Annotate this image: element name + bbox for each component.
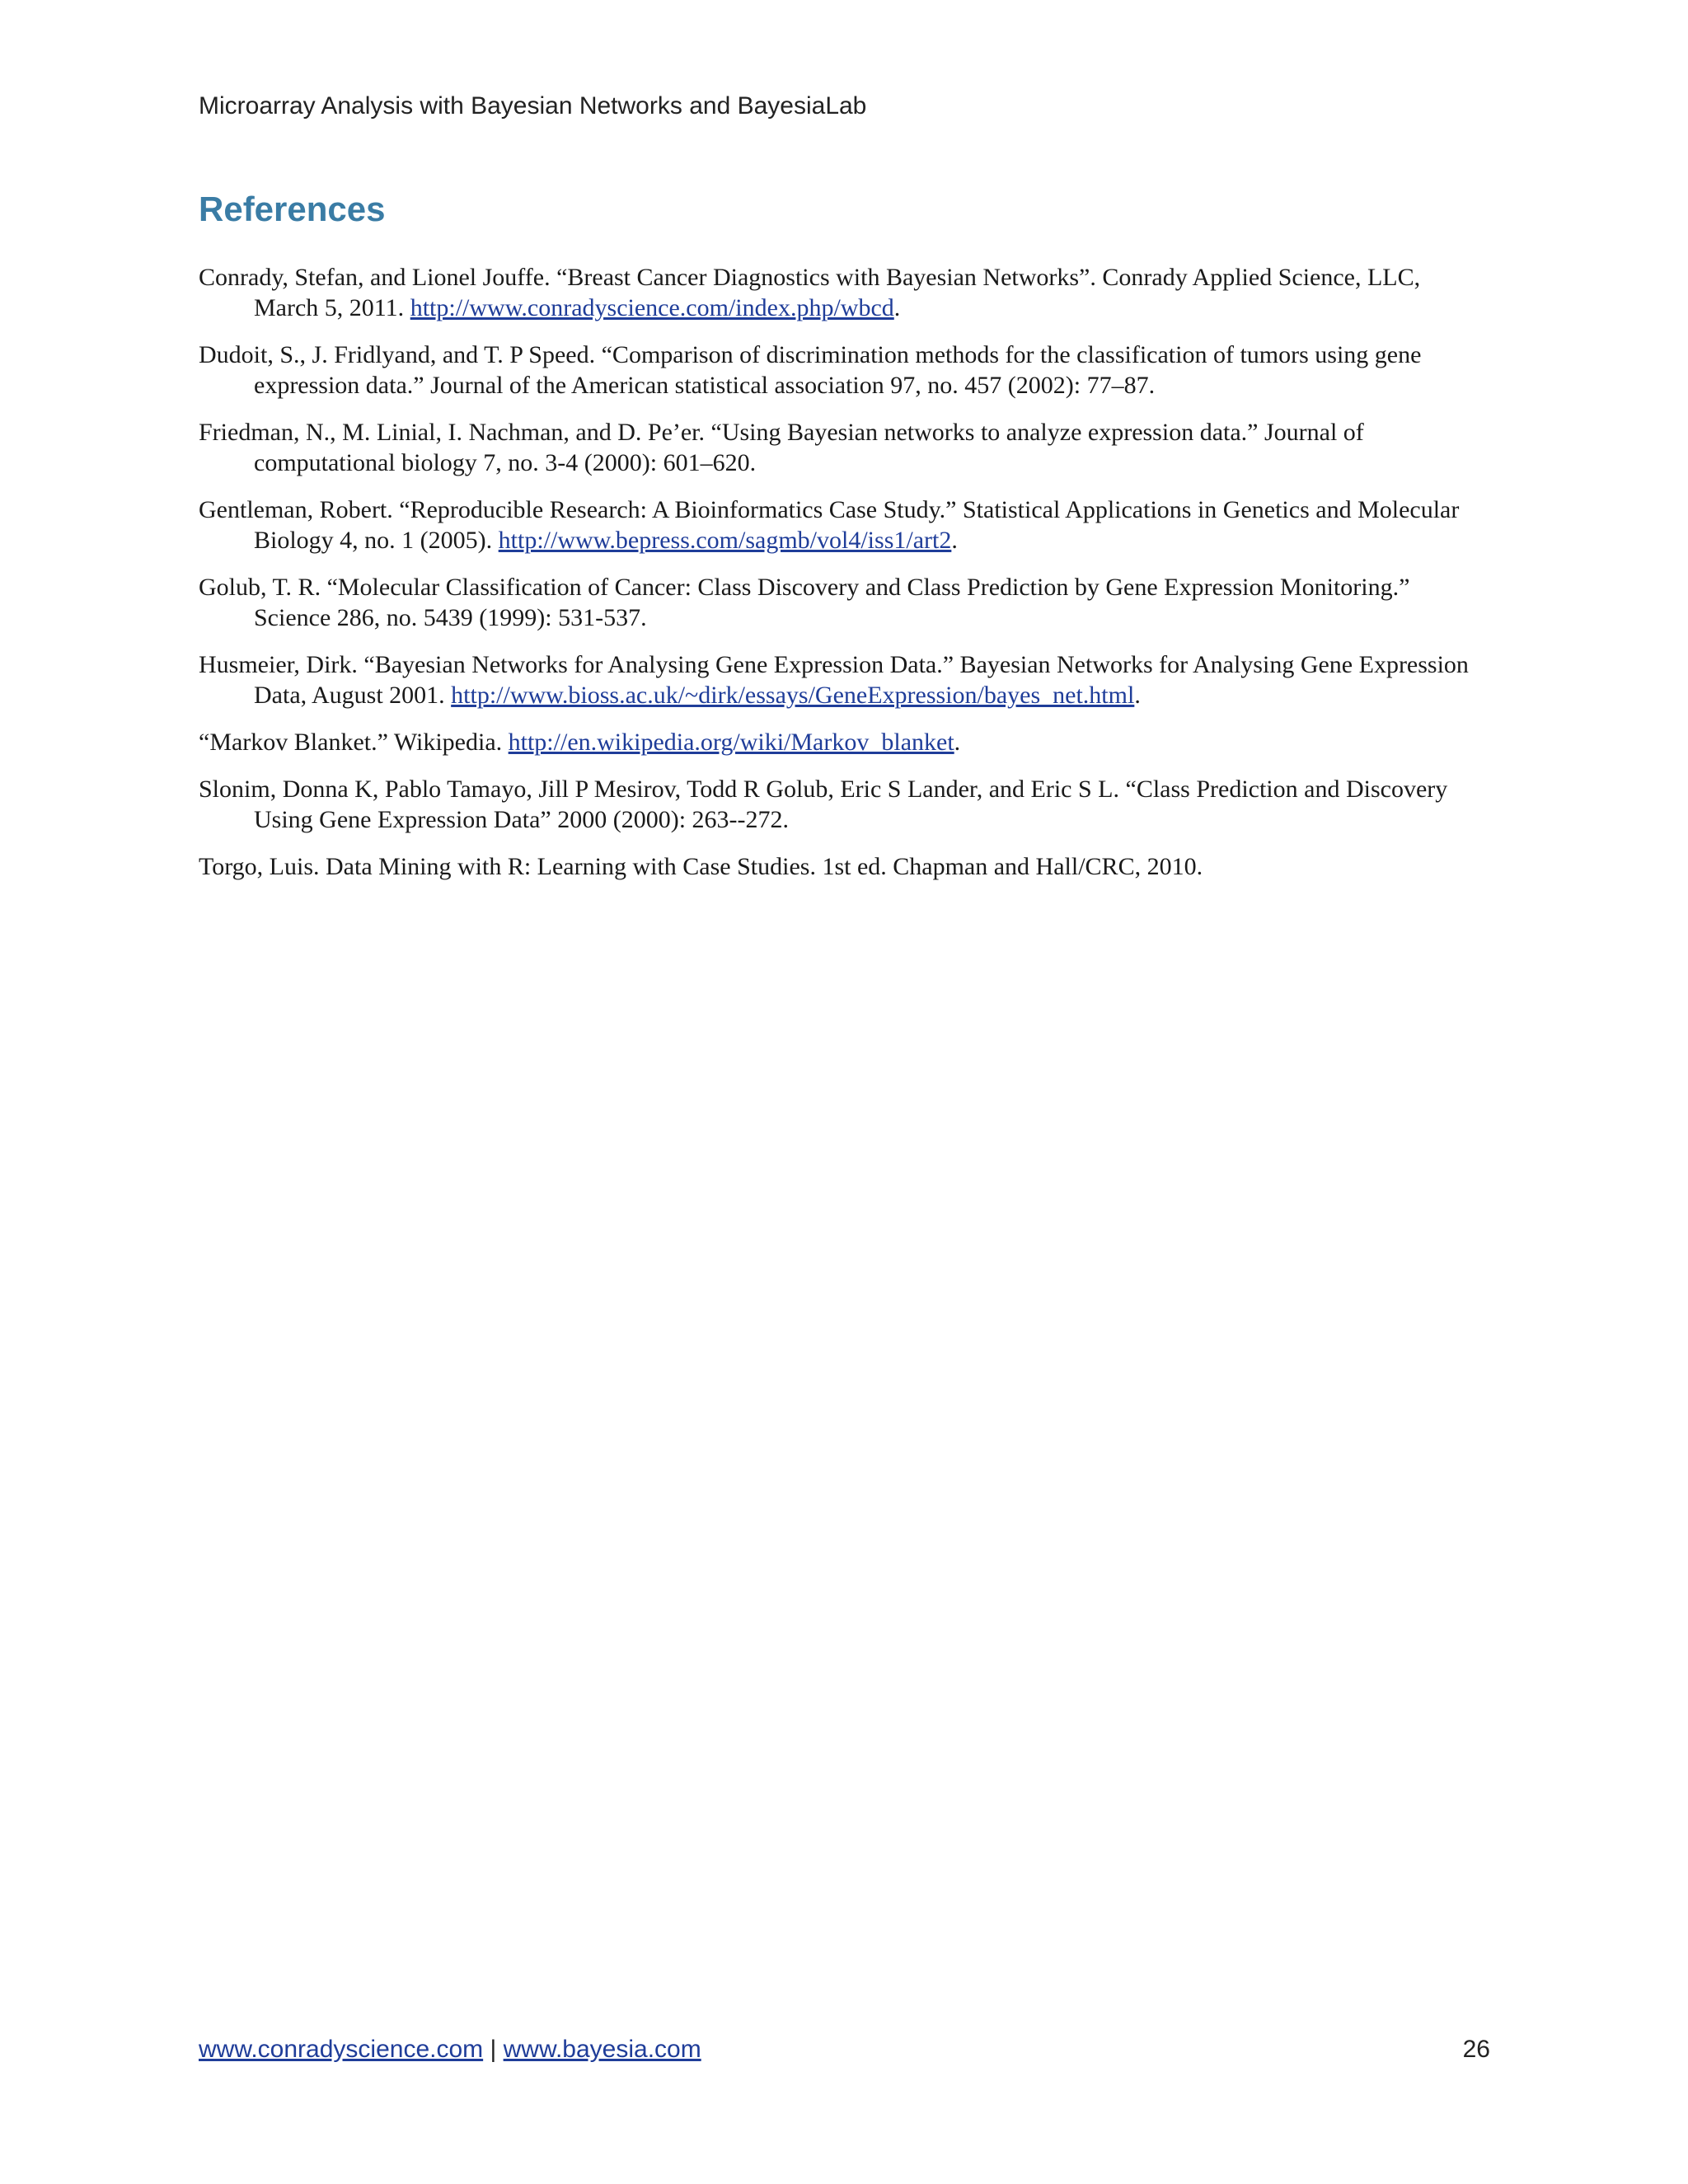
reference-link[interactable]: http://www.conradyscience.com/index.php/wbcd xyxy=(410,294,894,321)
reference-punctuation: . xyxy=(893,294,901,321)
reference-text: Gentleman, Robert. “Reproducible Research: A Bioinformatics Case Study.” Statistical Applications in Genetics and Molecular Biology 4, no. 1 (2005). xyxy=(199,496,1460,554)
reference-item xyxy=(199,649,1472,710)
reference-item xyxy=(199,262,1472,323)
page-number: 26 xyxy=(1462,2036,1490,2063)
page-footer xyxy=(199,2036,701,2064)
footer-separator: | xyxy=(483,2036,504,2063)
reference-link[interactable]: http://www.bepress.com/sagmb/vol4/iss1/art2 xyxy=(498,527,952,554)
reference-text: Friedman, N., M. Linial, I. Nachman, and D. Pe’er. “Using Bayesian networks to analyze expression data.” Journal of computational biology 7, no. 3-4 (2000): 601–620. xyxy=(199,419,1364,476)
reference-text: Torgo, Luis. Data Mining with R: Learning with Case Studies. 1st ed. Chapman and Hall/CRC, 2010. xyxy=(199,853,1203,880)
footer-link-conradyscience[interactable]: www.conradyscience.com xyxy=(199,2036,484,2063)
reference-item xyxy=(199,851,1472,882)
reference-punctuation: . xyxy=(951,527,958,554)
reference-text: Husmeier, Dirk. “Bayesian Networks for Analysing Gene Expression Data.” Bayesian Networks for Analysing Gene Expression Data, August 2001. xyxy=(199,651,1469,709)
reference-link[interactable]: http://www.bioss.ac.uk/~dirk/essays/GeneExpression/bayes_net.html xyxy=(451,682,1135,709)
reference-punctuation: . xyxy=(1134,682,1141,709)
reference-item xyxy=(199,727,1472,757)
reference-item xyxy=(199,494,1472,555)
reference-list xyxy=(199,262,1472,898)
reference-text: “Markov Blanket.” Wikipedia. xyxy=(199,729,509,756)
reference-text: Dudoit, S., J. Fridlyand, and T. P Speed. “Comparison of discrimination methods for the classification of tumors using gene expression data.” Journal of the American statistical association 97, no. 457 (2002): 77–87. xyxy=(199,341,1422,399)
reference-item xyxy=(199,572,1472,633)
reference-item xyxy=(199,417,1472,478)
reference-text: Slonim, Donna K, Pablo Tamayo, Jill P Mesirov, Todd R Golub, Eric S Lander, and Eric S L. “Class Prediction and Discovery Using Gene Expression Data” 2000 (2000): 263--272. xyxy=(199,776,1448,833)
reference-item xyxy=(199,340,1472,401)
reference-punctuation: . xyxy=(954,729,961,756)
reference-item xyxy=(199,774,1472,835)
reference-text: Golub, T. R. “Molecular Classification of Cancer: Class Discovery and Class Prediction by Gene Expression Monitoring.” Science 286, no. 5439 (1999): 531-537. xyxy=(199,574,1410,631)
running-header: Microarray Analysis with Bayesian Networks and BayesiaLab xyxy=(199,92,867,120)
reference-link[interactable]: http://en.wikipedia.org/wiki/Markov_blanket xyxy=(508,729,954,756)
section-title: References xyxy=(199,190,386,228)
reference-text: Conrady, Stefan, and Lionel Jouffe. “Breast Cancer Diagnostics with Bayesian Networks”. Conrady Applied Science, LLC, March 5, 2011. xyxy=(199,264,1421,321)
footer-link-bayesia[interactable]: www.bayesia.com xyxy=(503,2036,701,2063)
